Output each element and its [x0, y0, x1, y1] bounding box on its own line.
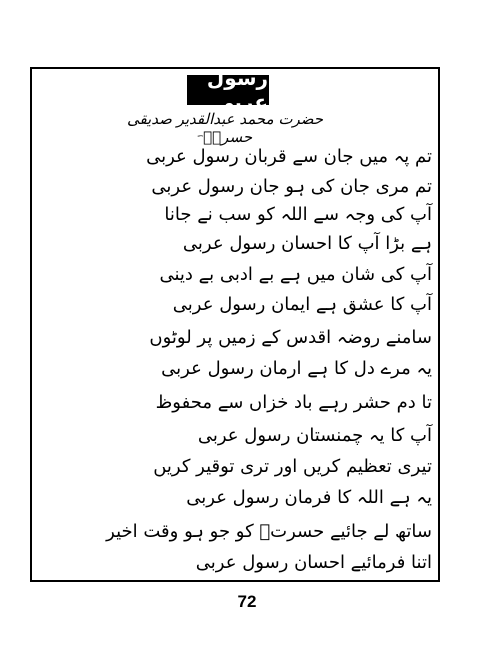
author-superscript: ؁	[197, 128, 204, 138]
verse-line: آپ کی شان میں ہے بے ادبی بے دینی	[159, 264, 432, 285]
page-number: 72	[237, 592, 257, 611]
verse-line: ہے بڑا آپ کا احسان رسول عربی	[182, 233, 432, 254]
verse-line: آپ کی وجہ سے اللہ کو سب نے جانا	[164, 204, 432, 225]
author-line	[100, 110, 350, 146]
poem-title: رسول عربی	[187, 75, 269, 105]
verse-line: تیری تعظیم کریں اور تری توقیر کریں	[153, 456, 432, 477]
verse-line: آپ کا عشق ہے ایمان رسول عربی	[172, 294, 432, 315]
verse-line: تم پہ میں جان سے قربان رسول عربی	[146, 146, 432, 167]
verse-line: ساتھ لے جائیے حسرتؔ کو جو ہو وقت اخیر	[106, 521, 432, 542]
verse-line: سامنے روضہ اقدس کے زمیں پر لوٹوں	[149, 327, 432, 348]
verse-line: اتنا فرمائیے احسان رسول عربی	[195, 552, 432, 573]
verse-line: آپ کا یہ چمنستان رسول عربی	[197, 425, 432, 446]
verse-line: تا دم حشر رہے باد خزاں سے محفوظ	[155, 392, 432, 413]
verse-line: تم مری جان کی ہو جان رسول عربی	[151, 176, 432, 197]
verse-line: یہ مرے دل کا ہے ارمان رسول عربی	[161, 358, 432, 379]
author-name: حضرت محمد عبدالقدیر صدیقی حسرتؒ	[126, 110, 324, 146]
verse-line: یہ ہے اللہ کا فرمان رسول عربی	[186, 487, 432, 508]
